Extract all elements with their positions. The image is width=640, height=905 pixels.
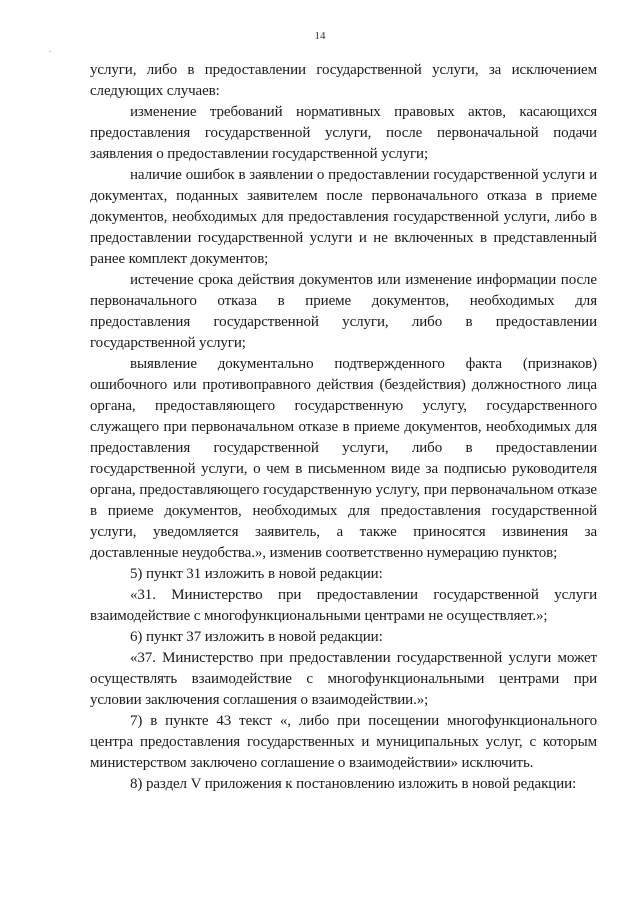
paragraph: истечение срока действия документов или изменение информации после первоначального отказа в приеме документов, необходимых для предоставления государственной услуги, либо в предоставлении государственной услуги; [90,272,597,351]
paragraph: выявление документально подтвержденного факта (признаков) ошибочного или противоправного действия (бездействия) должностного лица органа, предоставляющего государственную услугу, государственного служащего при первоначальном отказе в приеме документов, необходимых для предоставления государственной услуги, либо в предоставлении государственной услуги, о чем в письменном виде за подписью руководителя органа, предоставляющего государственную услугу, при первоначальном отказе в приеме документов, необходимых для предоставления государственной услуги, уведомляется заявитель, а также приносятся извинения за доставленные неудобства.», изменив соответственно нумерацию пунктов; [90,356,597,561]
paragraph: 8) раздел V приложения к постановлению изложить в новой редакции: [130,776,577,792]
paragraph: «31. Министерство при предоставлении государственной услуги взаимодействие с многофункциональными центрами не осуществляет.»; [90,587,597,624]
page-number: 14 [314,30,326,42]
document-body [90,60,597,795]
paragraph: 7) в пункте 43 текст «, либо при посещении многофункционального центра предоставления государственных и муниципальных услуг, с которым министерством заключено соглашение о взаимодействии» исключить. [90,713,597,771]
paragraph: 6) пункт 37 изложить в новой редакции: [130,629,383,645]
paragraph: «37. Министерство при предоставлении государственной услуги может осуществлять взаимодействие с многофункциональными центрами при условии заключения соглашения о взаимодействии.»; [90,650,597,708]
paragraph: наличие ошибок в заявлении о предоставлении государственной услуги и документах, поданных заявителем после первоначального отказа в приеме документов, необходимых для предоставления государственной услуги, либо в предоставлении государственной услуги и не включенных в представленный ранее комплект документов; [90,167,597,267]
margin-mark: - [49,47,52,55]
paragraph: изменение требований нормативных правовых актов, касающихся предоставления государственной услуги, после первоначальной подачи заявления о предоставлении государственной услуги; [90,104,597,162]
paragraph: услуги, либо в предоставлении государственной услуги, за исключением следующих случаев: [90,62,597,99]
paragraph: 5) пункт 31 изложить в новой редакции: [130,566,383,582]
